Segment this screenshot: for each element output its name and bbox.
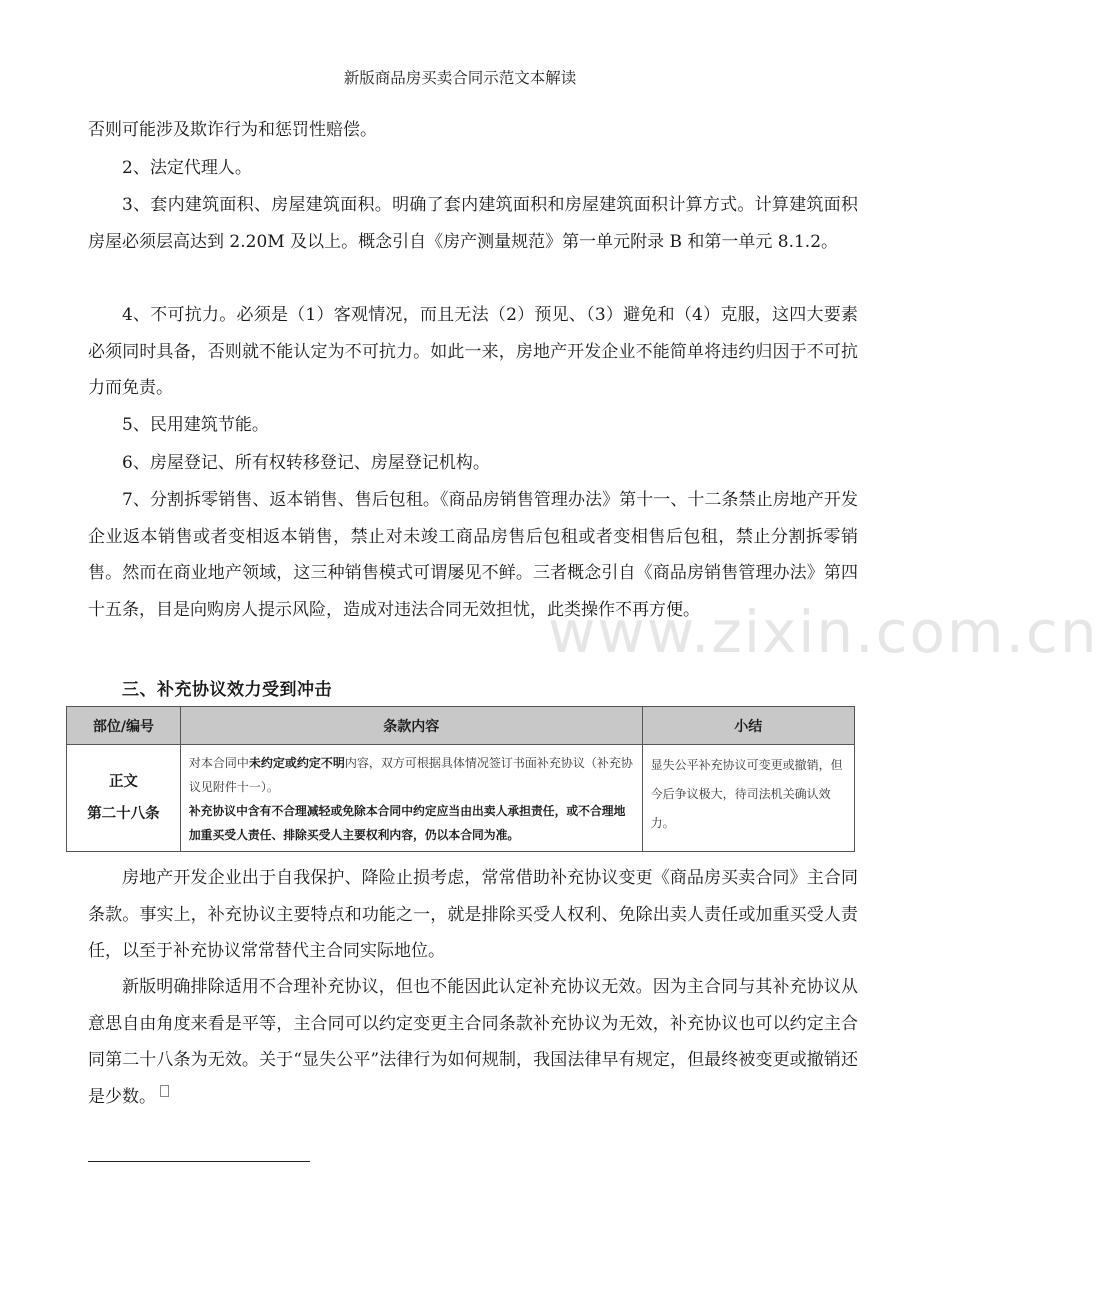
paragraph-force-majeure: 4、不可抗力。必须是（1）客观情况，而且无法（2）预见、（3）避免和（4）克服，这四大要素必须同时具备，否则就不能认定为不可抗力。如此一来，房地产开发企业不能简单将违约归因于不可抗力而免责。 — [88, 305, 858, 398]
paragraph-energy-saving: 5、民用建筑节能。 — [122, 415, 269, 435]
paragraph-building-area: 3、套内建筑面积、房屋建筑面积。明确了套内建筑面积和房屋建筑面积计算方式。计算建筑面积房屋必须层高达到 2.20M 及以上。概念引自《房产测量规范》第一单元附录 B 和第一单元 8.1.2。 — [88, 195, 858, 252]
footnote-separator — [88, 1161, 310, 1162]
table-header-position: 部位/编号 — [67, 707, 181, 745]
paragraph-fraud-note: 否则可能涉及欺诈行为和惩罚性赔偿。 — [88, 120, 377, 140]
cell-position — [67, 745, 181, 852]
paragraph-legal-agent: 2、法定代理人。 — [122, 158, 252, 178]
table-row — [67, 745, 855, 852]
paragraph-split-sales: 7、分割拆零销售、返本销售、售后包租。《商品房销售管理办法》第十一、十二条禁止房地产开发企业返本销售或者变相返本销售，禁止对未竣工商品房售后包租或者变相售后包租，禁止分割拆零销售。然而在商业地产领域，这三种销售模式可谓屡见不鲜。三者概念引自《商品房销售管理办法》第四十五条，目是向购房人提示风险，造成对违法合同无效担忧，此类操作不再方便。 — [88, 490, 858, 620]
cell-summary: 显失公平补充协议可变更或撤销，但今后争议极大，待司法机关确认效力。 — [642, 745, 854, 852]
clause-table — [66, 706, 855, 852]
content-bold-paragraph: 补充协议中含有不合理减轻或免除本合同中约定应当由出卖人承担责任，或不合理地加重买受人责任、排除买受人主要权利内容，仍以本合同为准。 — [188, 804, 626, 842]
paragraph-unfair-terms-text: 新版明确排除适用不合理补充协议，但也不能因此认定补充协议无效。因为主合同与其补充协议从意思自由角度来看是平等，主合同可以约定变更主合同条款补充协议为无效，补充协议也可以约定主合同第二十八条为无效。关于“显失公平”法律行为如何规制，我国法律早有规定，但最终被变更或撤销还是少数。 — [88, 977, 858, 1107]
content-bold-text: 未约定或约定不明 — [248, 756, 345, 770]
footnote-marker-icon — [160, 1085, 169, 1097]
section-heading: 三、补充协议效力受到冲击 — [122, 680, 332, 700]
paragraph-house-registration: 6、房屋登记、所有权转移登记、房屋登记机构。 — [122, 453, 490, 473]
table-header-row — [67, 707, 855, 745]
position-line-2: 第二十八条 — [87, 806, 160, 822]
table-header-summary: 小结 — [642, 707, 854, 745]
table-header-content: 条款内容 — [180, 707, 642, 745]
paragraph-supplementary-agreement: 房地产开发企业出于自我保护、降险止损考虑，常常借助补充协议变更《商品房买卖合同》主合同条款。事实上，补充协议主要特点和功能之一，就是排除买受人权利、免除出卖人责任或加重买受人责任，以至于补充协议常常替代主合同实际地位。 — [88, 868, 858, 961]
content-text-2: 内容，双方可根据具体情况签订书面补充协议（补充协议见附件十一）。 — [188, 756, 633, 794]
watermark: www.zixin.com.cn — [548, 598, 1099, 666]
content-text-1: 对本合同中 — [188, 756, 249, 770]
cell-clause-content — [180, 745, 642, 852]
page-header-title: 新版商品房买卖合同示范文本解读 — [343, 69, 577, 87]
position-line-1: 正文 — [108, 774, 138, 790]
paragraph-unfair-terms — [88, 969, 858, 1115]
